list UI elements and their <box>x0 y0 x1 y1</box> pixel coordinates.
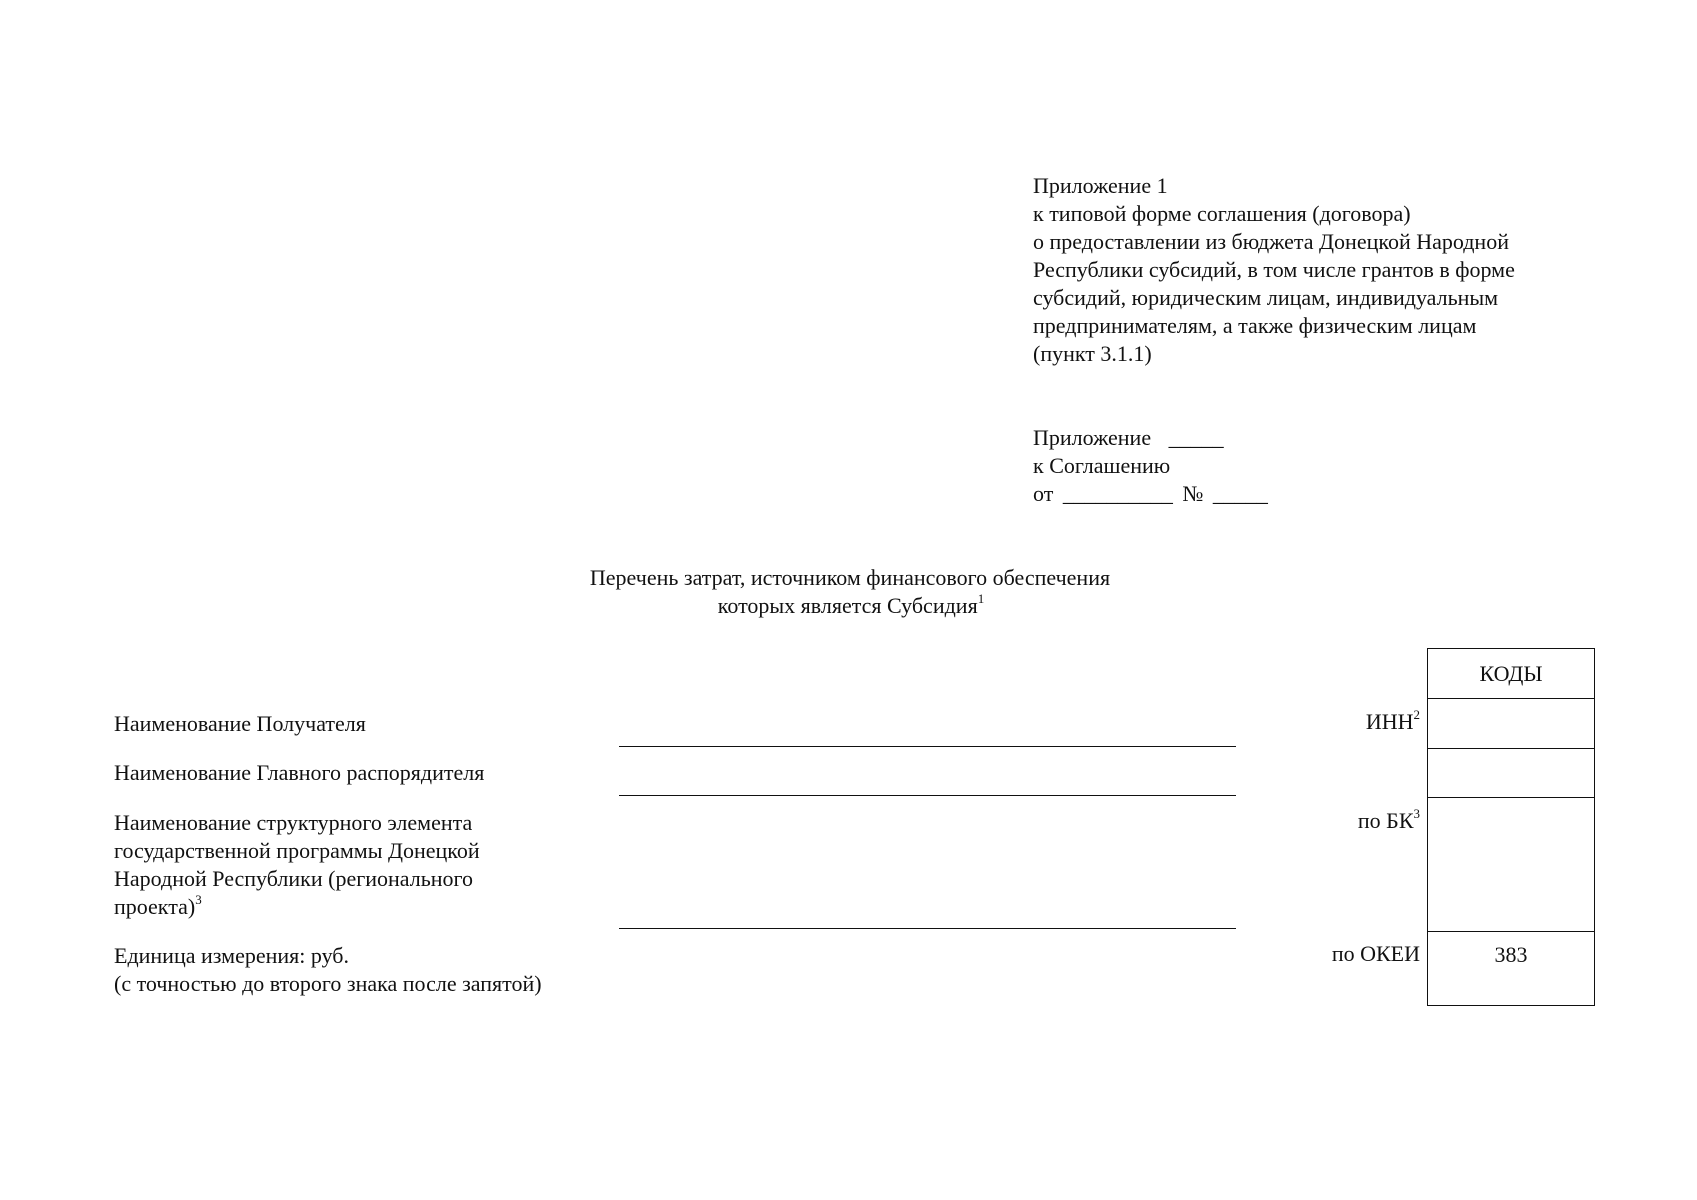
chief-manager-label: Наименование Главного распорядителя <box>114 760 485 785</box>
structural-element-underline[interactable] <box>619 928 1236 929</box>
header-line-7: (пункт 3.1.1) <box>1033 341 1152 366</box>
bk-code-cell[interactable] <box>1428 798 1594 932</box>
agreement-block <box>1033 424 1268 508</box>
agreement-label: к Соглашению <box>1033 453 1171 478</box>
chief-manager-code-cell[interactable] <box>1428 749 1594 798</box>
document-title <box>400 564 1300 620</box>
number-sign: № <box>1182 481 1204 506</box>
bk-footnote: 3 <box>1413 805 1420 821</box>
title-line-1: Перечень затрат, источником финансового обеспечения <box>589 565 1111 590</box>
header-line-2: к типовой форме соглашения (договора) <box>1033 201 1411 226</box>
appendix-label: Приложение <box>1033 425 1152 450</box>
date-blank: __________ <box>1062 481 1173 506</box>
from-label: от <box>1033 481 1054 506</box>
title-line-2: которых является Субсидия$^1$ <box>717 590 985 618</box>
title-footnote: 1 <box>977 590 985 606</box>
appendix-number-blank: _____ <box>1168 425 1224 450</box>
recipient-label: Наименование Получателя <box>114 711 366 736</box>
header-line-3: о предоставлении из бюджета Донецкой Народной <box>1033 229 1509 254</box>
number-blank: _____ <box>1212 481 1268 506</box>
inn-footnote: 2 <box>1413 706 1420 722</box>
inn-label: ИНН$^2$ <box>1365 706 1420 734</box>
agreement-appendix-line <box>1033 424 1268 452</box>
chief-manager-underline[interactable] <box>619 795 1236 796</box>
recipient-underline[interactable] <box>619 746 1236 747</box>
header-line-1: Приложение 1 <box>1033 173 1168 198</box>
agreement-date-line <box>1033 480 1268 508</box>
unit-label: Единица измерения: руб. (с точностью до второго знака после запятой) <box>114 943 542 996</box>
okei-label: по ОКЕИ <box>1331 941 1420 966</box>
structural-element-label: Наименование структурного элемента государственной программы Донецкой Народной Республики (регионального проекта)$^3$ <box>114 810 480 919</box>
header-line-4: Республики субсидий, в том числе грантов в форме <box>1033 257 1515 282</box>
header-line-5: субсидий, юридическим лицам, индивидуальным <box>1033 285 1499 310</box>
okei-code-value: 383 <box>1494 942 1528 967</box>
codes-header-row <box>1428 649 1594 699</box>
okei-code-cell <box>1428 932 1594 1007</box>
bk-label: по $БК^3$ <box>1357 805 1420 833</box>
structural-element-footnote: 3 <box>195 891 202 907</box>
header-line-6: предпринимателям, а также физическим лицам <box>1033 313 1477 338</box>
codes-table <box>1427 648 1595 1006</box>
inn-code-cell[interactable] <box>1428 699 1594 749</box>
codes-header: КОДЫ <box>1479 661 1543 686</box>
header-block <box>1033 172 1515 368</box>
